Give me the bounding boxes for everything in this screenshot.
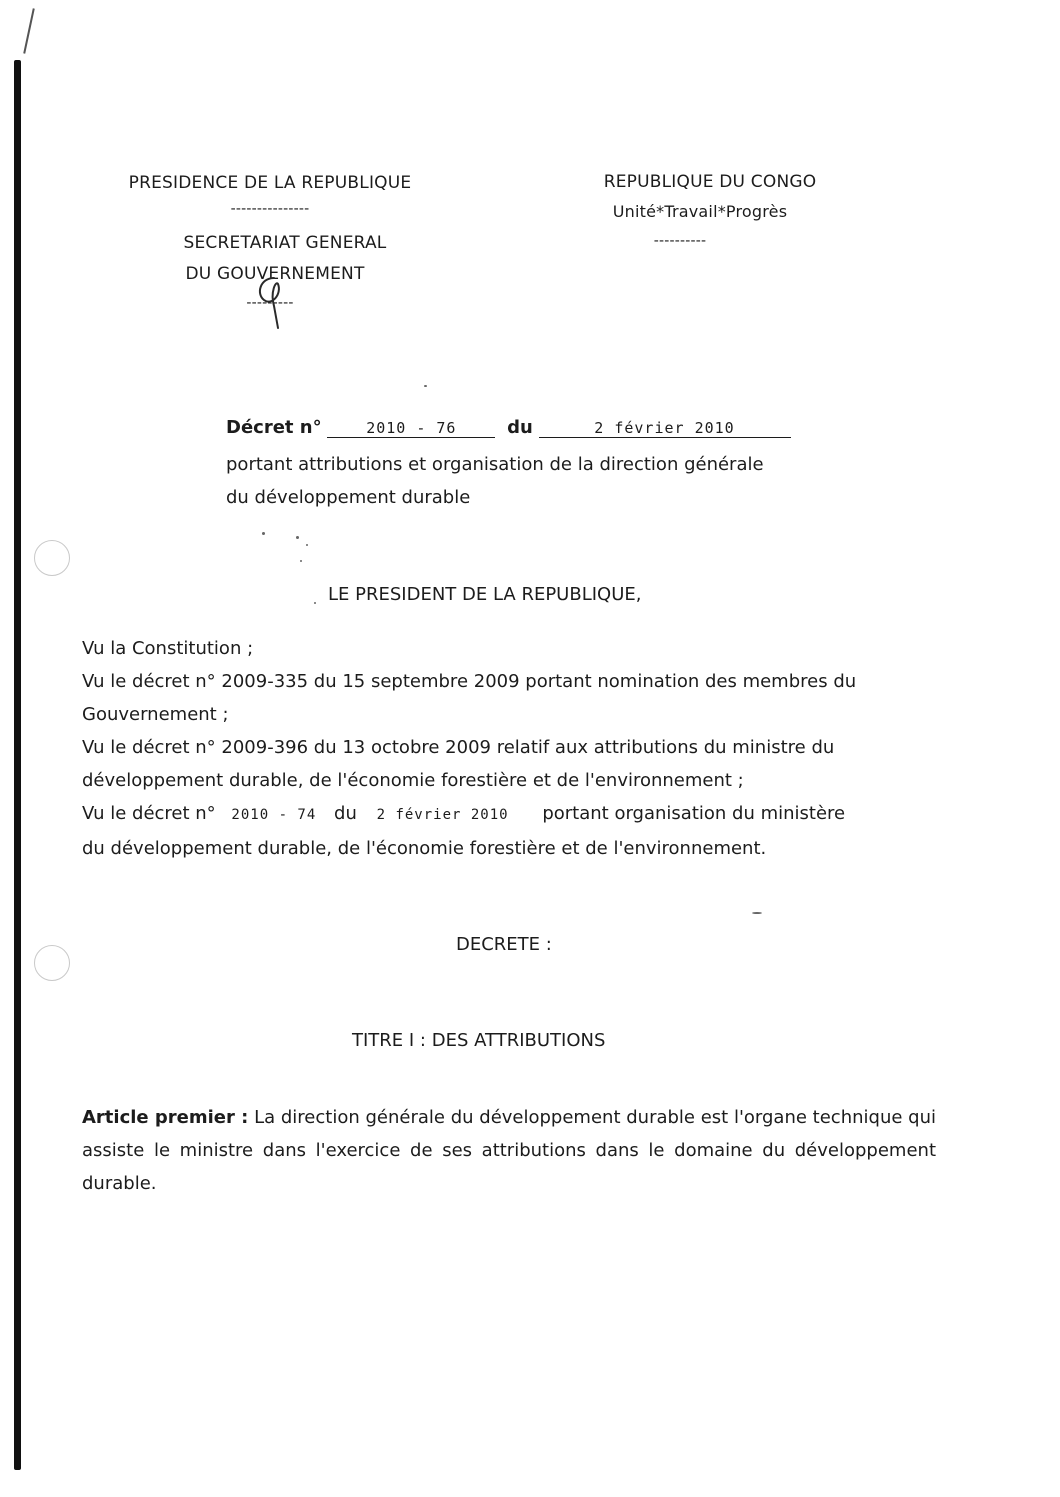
- header-separator: ---------: [246, 295, 294, 311]
- decree-title: [226, 417, 791, 438]
- visa-date: 2 février 2010: [376, 807, 509, 823]
- header-secretariat: SECRETARIAT GENERAL: [183, 233, 387, 253]
- article-text: La direction générale du développement durable est l'organe technique qui assiste le ministre dans l'exercice de ses attributions dans le domaine du développement durable.: [82, 1107, 936, 1194]
- decree-prefix: Décret n°: [226, 417, 322, 438]
- visa-line: du développement durable, de l'économie forestière et de l'environnement.: [82, 838, 767, 859]
- scan-binding-edge: [14, 60, 21, 1470]
- header-republique: REPUBLIQUE DU CONGO: [603, 172, 817, 192]
- punch-hole: [34, 540, 70, 576]
- header-gouvernement: DU GOUVERNEMENT: [185, 264, 365, 284]
- visa-number: 2010 - 74: [231, 807, 317, 823]
- handwritten-initials: [252, 272, 292, 334]
- decrete-heading: DECRETE :: [456, 934, 552, 955]
- visa-line: Vu le décret n° 2009-396 du 13 octobre 2009 relatif aux attributions du ministre du: [82, 737, 835, 758]
- visa-line: Vu le décret n° 2009-335 du 15 septembre 2009 portant nomination des membres du: [82, 671, 857, 692]
- visa-line: [82, 797, 856, 832]
- visa-line: Gouvernement ;: [82, 704, 229, 725]
- header-motto: Unité*Travail*Progrès: [612, 202, 788, 221]
- titre-heading: TITRE I : DES ATTRIBUTIONS: [352, 1030, 606, 1051]
- article-label: Article premier :: [82, 1107, 249, 1128]
- decree-subject: [226, 448, 764, 514]
- visa-line: Vu la Constitution ;: [82, 638, 254, 659]
- decree-subject-line: portant attributions et organisation de la direction générale: [226, 454, 764, 475]
- header-separator: ---------------: [230, 201, 310, 217]
- president-heading: LE PRESIDENT DE LA REPUBLIQUE,: [328, 584, 642, 605]
- visas-block: [82, 632, 856, 865]
- visa-du: du: [334, 803, 357, 824]
- punch-hole: [34, 945, 70, 981]
- decree-du: du: [507, 417, 533, 438]
- decree-date: 2 février 2010: [539, 419, 791, 438]
- header-presidence: PRESIDENCE DE LA REPUBLIQUE: [128, 173, 412, 193]
- decree-subject-line: du développement durable: [226, 487, 471, 508]
- article-premier: [82, 1101, 936, 1200]
- visa-prefix: Vu le décret n°: [82, 803, 216, 824]
- visa-line: développement durable, de l'économie forestière et de l'environnement ;: [82, 770, 744, 791]
- decree-number: 2010 - 76: [327, 419, 495, 438]
- scan-mark: [23, 8, 35, 53]
- visa-suffix: portant organisation du ministère: [542, 803, 846, 824]
- header-separator: ----------: [653, 233, 707, 249]
